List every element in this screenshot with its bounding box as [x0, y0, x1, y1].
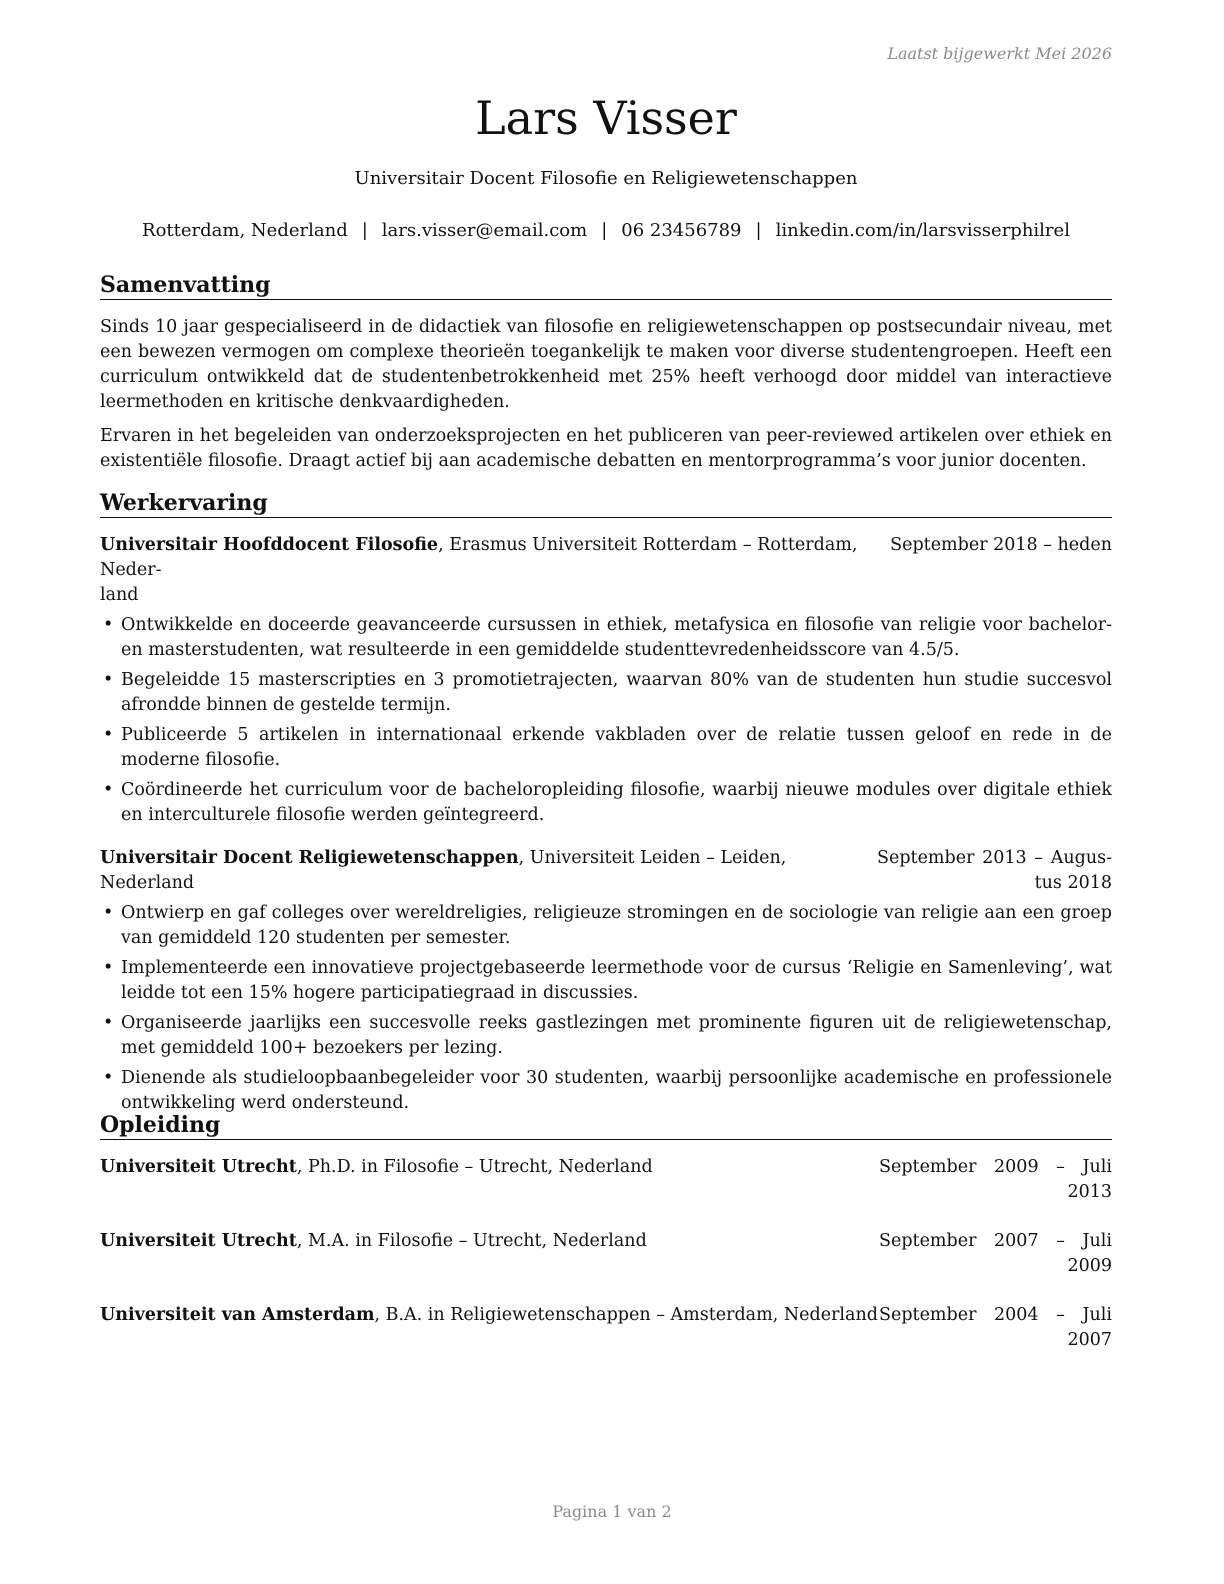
education-entry	[100, 1155, 1112, 1205]
list-item	[100, 956, 1112, 1006]
bullet-icon: •	[103, 1013, 114, 1033]
bullet-text: Coördineerde het curriculum voor de bacheloropleiding filosofie, waarbij nieuwe modules over digitale ethiek en interculturele filosofie werden geïntegreerd.	[121, 780, 1112, 825]
education-dates-line1: September 2007 – Juli	[879, 1231, 1112, 1251]
bullet-icon: •	[103, 780, 114, 800]
list-item	[100, 1011, 1112, 1061]
job-dates-line1: September 2013 – Augus-	[877, 848, 1112, 868]
education-dates-line2: 2009	[1067, 1256, 1112, 1276]
education-title-line	[100, 1155, 879, 1205]
education-title-line	[100, 1303, 879, 1353]
education-dates	[879, 1229, 1112, 1279]
education-dates	[879, 1155, 1112, 1205]
job-org-continued: land	[100, 585, 139, 605]
education-entry	[100, 1303, 1112, 1353]
education-dates-line2: 2007	[1067, 1330, 1112, 1350]
bullet-text: Publiceerde 5 artikelen in internationaal erkende vakbladen over de relatie tussen geloof en rede in de moderne filosofie.	[121, 725, 1112, 770]
job-org: , Erasmus Universiteit Rotterdam – Rotterdam, Neder-	[100, 535, 858, 580]
job-bullets	[100, 901, 1112, 1116]
bullet-icon: •	[103, 615, 114, 635]
contact-phone: 06 23456789	[621, 220, 742, 241]
experience-section	[100, 489, 1112, 1121]
list-item	[100, 668, 1112, 718]
bullet-icon: •	[103, 725, 114, 745]
education-section	[100, 1111, 1112, 1353]
summary-paragraph: Sinds 10 jaar gespecialiseerd in de didactiek van filosofie en religiewetenschappen op postsecundair niveau, met een bewezen vermogen om complexe theorieën toegankelijk te maken voor diverse studentengroepen. Heeft een curriculum ontwikkeld dat de studentenbetrokkenheid met 25% heeft verhoogd door middel van interactieve leermethoden en kritische denkvaardigheden.	[100, 317, 1112, 412]
bullet-icon: •	[103, 670, 114, 690]
job-title-line	[100, 533, 872, 583]
job-title: Universitair Docent Religiewetenschappen	[100, 848, 519, 868]
job-subtitle: Universitair Docent Filosofie en Religiewetenschappen	[354, 168, 858, 189]
education-dates-line2: 2013	[1067, 1182, 1112, 1202]
job-title: Universitair Hoofddocent Filosofie	[100, 535, 439, 555]
job-dates	[877, 846, 1112, 896]
education-school: Universiteit Utrecht	[100, 1231, 297, 1251]
job-bullets	[100, 613, 1112, 828]
job-dates-line2: tus 2018	[1034, 873, 1112, 893]
contact-separator: |	[755, 220, 762, 241]
bullet-text: Begeleidde 15 masterscripties en 3 promotietrajecten, waarvan 80% van de studenten hun studie succesvol afrondde binnen de gestelde termijn.	[121, 670, 1112, 715]
job-title-line	[100, 846, 877, 896]
job-org: , Universiteit Leiden – Leiden, Nederland	[100, 848, 787, 893]
job-entry	[100, 533, 1112, 828]
bullet-icon: •	[103, 903, 114, 923]
education-heading: Opleiding	[100, 1111, 1112, 1140]
contact-separator: |	[601, 220, 608, 241]
contact-linkedin[interactable]: linkedin.com/in/larsvisserphilrel	[775, 220, 1070, 241]
last-updated: Laatst bijgewerkt Mei 2026	[887, 44, 1112, 63]
list-item	[100, 723, 1112, 773]
education-dates-line1: September 2004 – Juli	[879, 1305, 1112, 1325]
summary-paragraph: Ervaren in het begeleiden van onderzoeksprojecten en het publiceren van peer-reviewed artikelen over ethiek en existentiële filosofie. Draagt actief bij aan academische debatten en mentorprogramma’s voor junior docenten.	[100, 426, 1112, 471]
job-dates: September 2018 – heden	[890, 535, 1112, 555]
list-item	[100, 613, 1112, 663]
bullet-icon: •	[103, 1068, 114, 1088]
resume-page	[100, 0, 1112, 1584]
contact-location: Rotterdam, Nederland	[142, 220, 348, 241]
list-item	[100, 901, 1112, 951]
page-number: Pagina 1 van 2	[552, 1502, 672, 1521]
summary-heading: Samenvatting	[100, 271, 1112, 300]
list-item	[100, 778, 1112, 828]
contact-email[interactable]: lars.visser@email.com	[381, 220, 588, 241]
education-school: Universiteit Utrecht	[100, 1157, 297, 1177]
bullet-text: Organiseerde jaarlijks een succesvolle reeks gastlezingen met prominente figuren uit de religiewetenschap, met gemiddeld 100+ bezoekers per lezing.	[121, 1013, 1112, 1058]
education-detail: , B.A. in Religiewetenschappen – Amsterdam, Nederland	[374, 1305, 878, 1325]
experience-heading: Werkervaring	[100, 489, 1112, 518]
bullet-icon: •	[103, 958, 114, 978]
job-header	[100, 533, 1112, 583]
list-item	[100, 1066, 1112, 1116]
education-detail: , M.A. in Filosofie – Utrecht, Nederland	[296, 1231, 647, 1251]
education-title-line	[100, 1229, 879, 1279]
education-school: Universiteit van Amsterdam	[100, 1305, 375, 1325]
education-dates	[879, 1303, 1112, 1353]
contact-separator: |	[361, 220, 368, 241]
job-header	[100, 846, 1112, 896]
person-name: Lars Visser	[475, 91, 737, 145]
education-detail: , Ph.D. in Filosofie – Utrecht, Nederland	[296, 1157, 653, 1177]
contact-line	[100, 219, 1112, 243]
bullet-text: Dienende als studieloopbaanbegeleider voor 30 studenten, waarbij persoonlijke academische en professionele ontwikkeling werd ondersteund.	[121, 1068, 1112, 1113]
job-entry	[100, 846, 1112, 1116]
education-entry	[100, 1229, 1112, 1279]
education-dates-line1: September 2009 – Juli	[879, 1157, 1112, 1177]
bullet-text: Ontwierp en gaf colleges over wereldreligies, religieuze stromingen en de sociologie van religie aan een groep van gemiddeld 120 studenten per semester.	[121, 903, 1112, 948]
bullet-text: Ontwikkelde en doceerde geavanceerde cursussen in ethiek, metafysica en filosofie van religie voor bachelor- en masterstudenten, wat resulteerde in een gemiddelde studenttevredenheidsscore van 4.5/5.	[121, 615, 1112, 660]
bullet-text: Implementeerde een innovatieve projectgebaseerde leermethode voor de cursus ‘Religie en Samenleving’, wat leidde tot een 15% hogere participatiegraad in discussies.	[121, 958, 1112, 1003]
summary-section	[100, 271, 1112, 474]
